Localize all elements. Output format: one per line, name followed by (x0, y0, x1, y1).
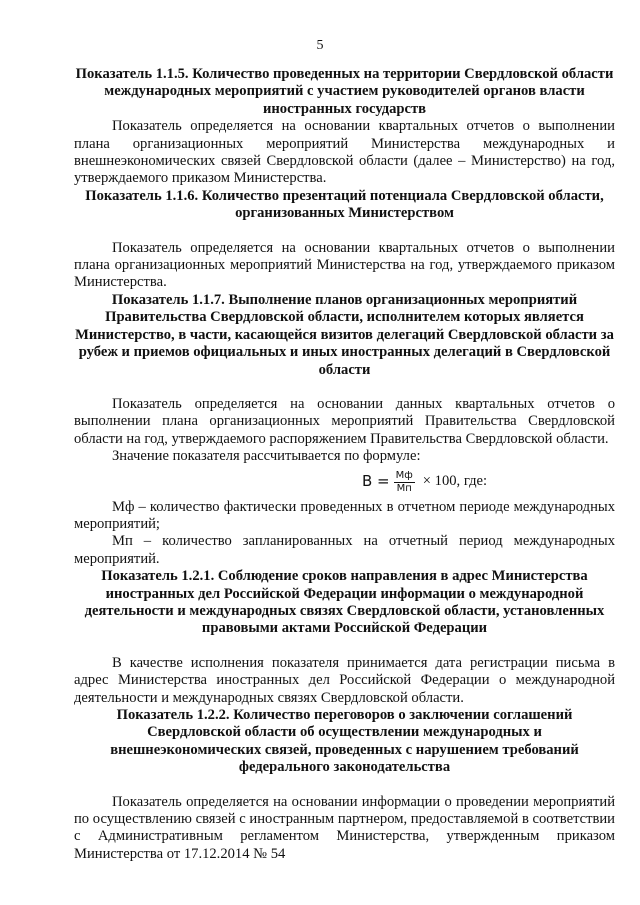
section-heading-1-2-1: Показатель 1.2.1. Соблюдение сроков направления в адрес Министерства иностранных дел Российской Федерации информации о международной деятельности и международных связях Свердловской области, установленных правовыми актами Российской Федерации (84, 568, 605, 637)
formula-fraction (394, 470, 415, 495)
formula-lhs: В = (361, 472, 390, 491)
formula-denominator: Мп (396, 482, 412, 494)
formula (234, 470, 615, 495)
definition-mf: Мф – количество фактически проведенных в отчетном периоде международных мероприятий; (74, 498, 615, 532)
formula-numerator: Мф (395, 469, 413, 481)
section-paragraph: Показатель определяется на основании информации о проведении мероприятий по осуществлению связей с иностранным партнером, предоставляемой в соответствии с Административным регламентом Министерства, утвержденным приказом Министерства от 17.12.2014 № 54 (74, 793, 615, 862)
document-body (74, 66, 615, 863)
section-heading-1-2-2: Показатель 1.2.2. Количество переговоров о заключении соглашений Свердловской области об осуществлении международных и внешнеэкономических связей, проведенных с нарушением требований федерального законодательства (110, 707, 579, 776)
section-paragraph: Показатель определяется на основании квартальных отчетов о выполнении плана организационных мероприятий Министерства на год, утверждаемого приказом Министерства. (74, 239, 615, 291)
section-heading-1-1-7: Показатель 1.1.7. Выполнение планов организационных мероприятий Правительства Свердловской области, исполнителем которых является Министерство, в части, касающейся визитов делегаций Свердловской области за рубеж и приемов официальных и иных иностранных делегаций в Свердловской области (75, 291, 614, 378)
section-paragraph: Показатель определяется на основании квартальных отчетов о выполнении плана организационных мероприятий Министерства международных и внешнеэкономических связей Свердловской области (далее – Министерство) на год, утверждаемого приказом Министерства. (74, 118, 615, 187)
section-heading-1-1-5: Показатель 1.1.5. Количество проведенных на территории Свердловской области международных мероприятий с участием руководителей органов власти иностранных государств (75, 66, 614, 117)
formula-rest: × 100, где: (422, 473, 488, 490)
section-paragraph: Показатель определяется на основании данных квартальных отчетов о выполнении плана организационных мероприятий Правительства Свердловской области на год, утверждаемого распоряжением Правительства Свердловской области. (74, 395, 615, 447)
definition-mp: Мп – количество запланированных на отчетный период международных мероприятий. (74, 533, 615, 567)
page-number: 5 (316, 38, 324, 53)
formula-intro: Значение показателя рассчитывается по формуле: (112, 448, 421, 465)
section-paragraph: В качестве исполнения показателя принимается дата регистрации письма в адрес Министерства иностранных дел Российской Федерации о международной деятельности и международных связях Свердловской области. (74, 654, 615, 706)
section-heading-1-1-6: Показатель 1.1.6. Количество презентаций потенциала Свердловской области, организованных Министерством (85, 187, 604, 222)
